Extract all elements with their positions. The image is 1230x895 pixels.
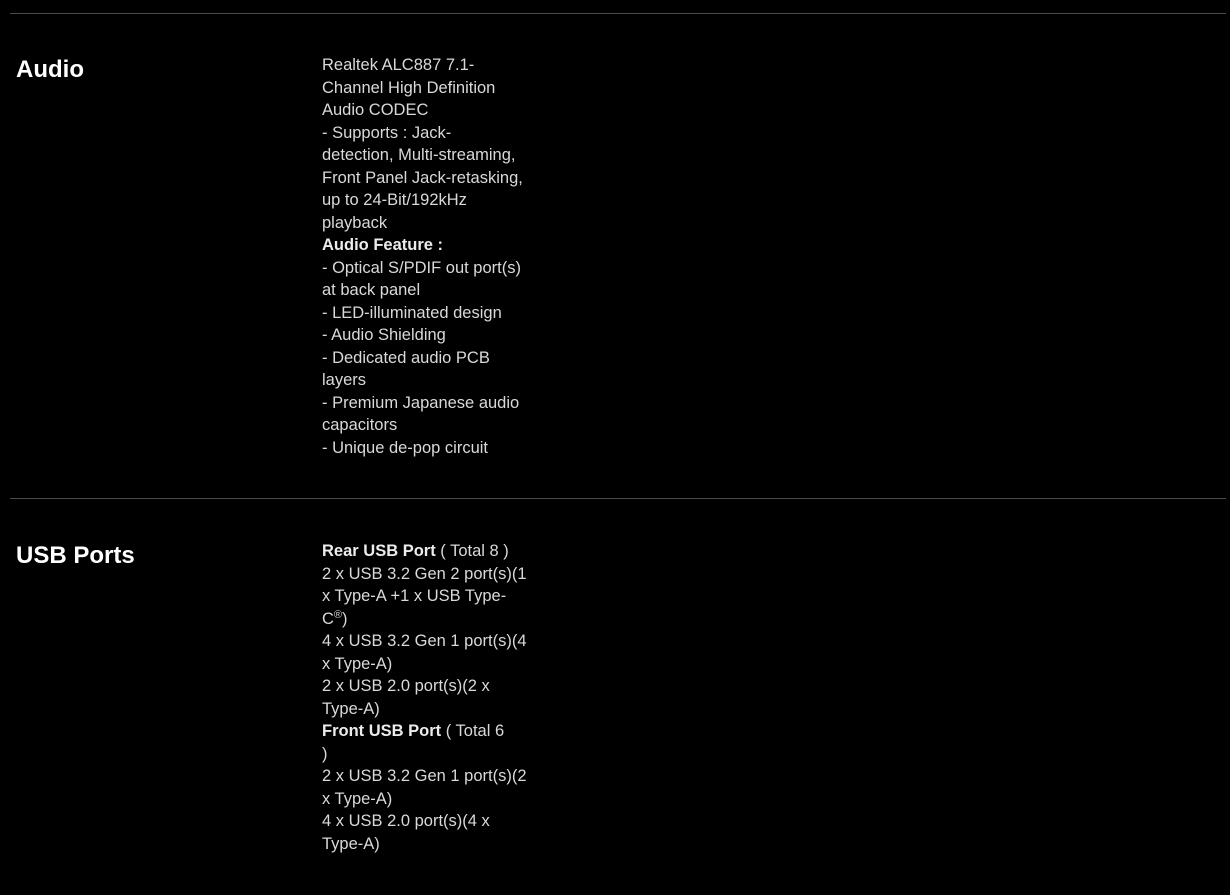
front-usb-line: Type-A) [322,834,380,853]
audio-feature-line: - Optical S/PDIF out port(s) [322,258,521,277]
audio-codec-line: Audio CODEC [322,101,429,119]
front-usb-total-close: ) [322,744,328,763]
front-usb-line: 2 x USB 3.2 Gen 1 port(s)(2 [322,767,527,785]
rear-usb-total: ( Total 8 ) [435,542,509,560]
rear-usb-typec-line [322,608,542,631]
audio-codec-line: Front Panel Jack-retasking, [322,168,523,187]
audio-spec-body [322,54,542,459]
audio-codec-line: Channel High Definition [322,78,496,97]
rear-usb-heading: Rear USB Port [322,542,436,560]
audio-codec-line: Realtek ALC887 7.1- [322,56,475,74]
audio-codec-line: detection, Multi-streaming, [322,146,516,164]
front-usb-line: x Type-A) [322,789,393,808]
audio-codec-line: playback [322,213,388,232]
rear-usb-line: 2 x USB 3.2 Gen 2 port(s)(1 [322,564,527,583]
audio-feature-line: layers [322,371,367,389]
audio-feature-line: - Unique de-pop circuit [322,438,488,457]
audio-feature-line: - Dedicated audio PCB [322,348,490,367]
usb-section-title: USB Ports [16,542,135,569]
audio-section-title: Audio [16,56,84,83]
rear-usb-line: Type-A) [322,699,380,718]
front-usb-heading-line [322,720,542,743]
rear-usb-heading-line [322,540,542,563]
rear-usb-line: x Type-A +1 x USB Type- [322,587,507,605]
audio-feature-line: capacitors [322,416,398,434]
rear-usb-line: 2 x USB 2.0 port(s)(2 x [322,677,490,695]
front-usb-line: 4 x USB 2.0 port(s)(4 x [322,812,490,830]
typec-prefix: C [322,609,334,628]
audio-feature-heading: Audio Feature : [322,236,444,254]
audio-codec-line: up to 24-Bit/192kHz [322,191,467,209]
top-divider [10,13,1226,14]
typec-suffix: ) [342,609,348,628]
front-usb-heading: Front USB Port [322,722,442,740]
usb-spec-body [322,540,542,855]
front-usb-total: ( Total 6 [441,722,505,740]
audio-feature-line: - Audio Shielding [322,326,446,344]
audio-feature-line: - Premium Japanese audio [322,393,520,412]
section-divider [10,498,1226,499]
rear-usb-line: 4 x USB 3.2 Gen 1 port(s)(4 [322,632,527,650]
rear-usb-line: x Type-A) [322,654,393,673]
audio-feature-line: - LED-illuminated design [322,303,502,322]
audio-feature-line: at back panel [322,281,421,299]
audio-codec-line: - Supports : Jack- [322,123,452,142]
registered-mark: ® [333,608,343,621]
